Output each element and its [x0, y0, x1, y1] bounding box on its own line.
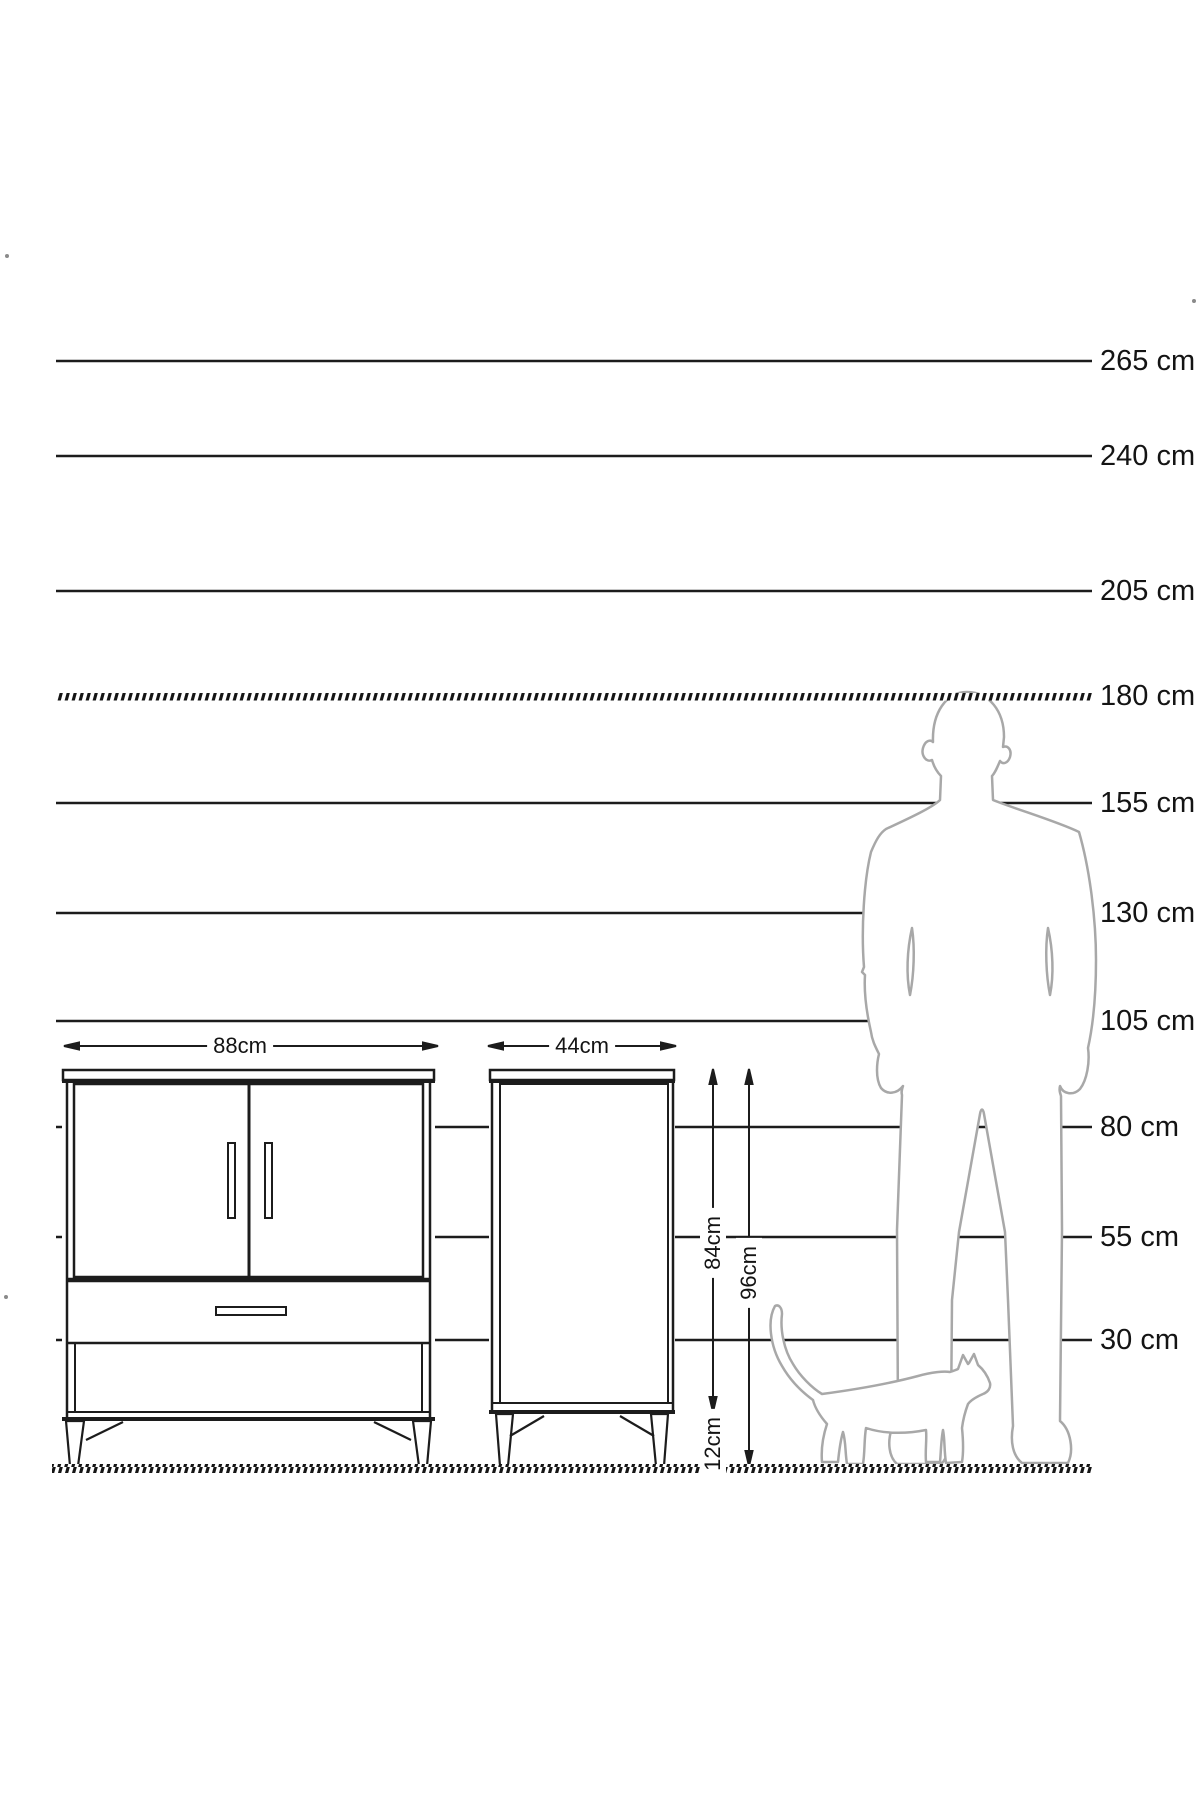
ruler-label-265: 265 cm: [1100, 345, 1196, 377]
dim-label-cabinet-total-height: 96cm: [736, 1238, 762, 1308]
ruler-label-240: 240 cm: [1100, 440, 1196, 472]
ruler-label-130: 130 cm: [1100, 897, 1196, 929]
scan-artifact-dot: [4, 1295, 8, 1299]
ruler-label-180: 180 cm: [1100, 680, 1196, 712]
large-cabinet-drawer-handle: [216, 1307, 286, 1315]
small-cabinet: [489, 1070, 675, 1466]
scan-artifact-dot: [5, 254, 9, 258]
arrowhead: [488, 1043, 503, 1050]
arrowhead: [710, 1069, 717, 1084]
arrowhead: [746, 1451, 753, 1466]
ruler-label-80: 80 cm: [1100, 1111, 1179, 1143]
ruler-label-30: 30 cm: [1100, 1324, 1179, 1356]
cat-silhouette: [771, 1305, 991, 1464]
arrowhead: [64, 1043, 79, 1050]
large-cabinet: [62, 1070, 435, 1466]
large-cabinet-legs: [66, 1421, 431, 1466]
scan-artifact-dot: [1192, 299, 1196, 303]
ruler-label-205: 205 cm: [1100, 575, 1196, 607]
dim-label-leg-height: 12cm: [700, 1409, 726, 1479]
arrowhead: [661, 1043, 676, 1050]
large-cabinet-door-handle-right: [265, 1143, 272, 1218]
small-cabinet-legs: [496, 1414, 668, 1466]
large-cabinet-door-handle-left: [228, 1143, 235, 1218]
ruler-label-55: 55 cm: [1100, 1221, 1179, 1253]
ruler-line-180-hatched: [56, 693, 1092, 701]
ruler-label-155: 155 cm: [1100, 787, 1196, 819]
man-outline: [862, 692, 1096, 1464]
ground-line-hatched: [52, 1464, 1092, 1473]
arrowhead: [423, 1043, 438, 1050]
arrowhead: [746, 1069, 753, 1084]
ruler-label-105: 105 cm: [1100, 1005, 1196, 1037]
cat-outline: [771, 1305, 991, 1464]
dim-label-cabinet-body-height: 84cm: [700, 1208, 726, 1278]
dim-label-large-cabinet-width: 88cm: [207, 1033, 273, 1059]
dim-label-small-cabinet-width: 44cm: [549, 1033, 615, 1059]
man-silhouette: [862, 692, 1096, 1464]
